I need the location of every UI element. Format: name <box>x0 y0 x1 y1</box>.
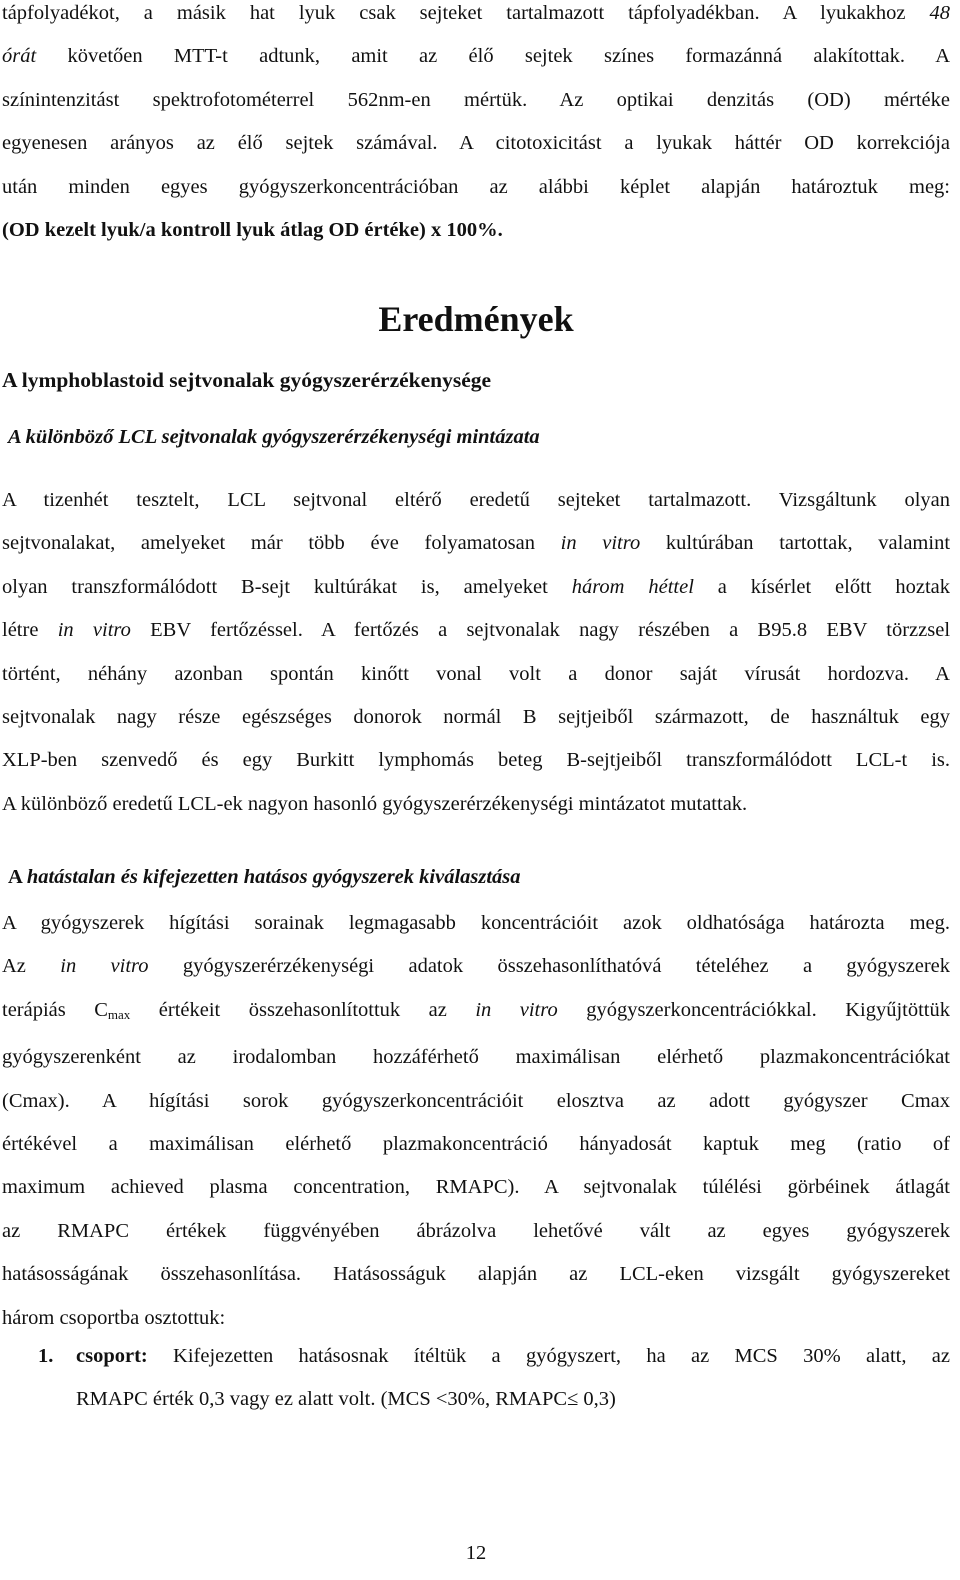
paragraph-drug-selection <box>2 902 950 1340</box>
text-line: színintenzitást spektrofotométerrel 562nm-en mértük. Az optikai denzitás (OD) mértéke <box>2 88 950 111</box>
list-item-number: 1. <box>38 1345 54 1367</box>
section-title: Eredmények <box>378 299 574 339</box>
text-line: (Cmax). A hígítási sorok gyógyszerkoncentrációit elosztva az adott gyógyszer Cmax <box>2 1089 950 1112</box>
page-number: 12 <box>465 1542 487 1564</box>
text-line: sejtvonalakat, amelyeket már több éve folyamatosan in vitro kultúrában tartottak, valamint <box>2 532 951 555</box>
text-line: az RMAPC értékek függvényében ábrázolva lehetővé vált az egyes gyógyszerek <box>2 1219 950 1242</box>
text-line: tápfolyadékot, a másik hat lyuk csak sejteket tartalmazott tápfolyadékban. A lyukakhoz 48 <box>2 2 950 24</box>
text-line: három csoportba osztottuk: <box>2 1306 226 1329</box>
text-line: egyenesen arányos az élő sejtek számával. A citotoxicitást a lyukak háttér OD korrekciója <box>2 132 950 155</box>
text-line: órát követően MTT-t adtunk, amit az élő sejtek színes formazánná alakítottak. A <box>2 45 950 68</box>
text-line: csoport: Kifejezetten hatásosnak ítéltük a gyógyszert, ha az MCS 30% alatt, az <box>76 1345 950 1367</box>
text-line: A tizenhét tesztelt, LCL sejtvonal eltérő eredetű sejteket tartalmazott. Vizsgáltunk olyan <box>2 489 950 511</box>
text-line: maximum achieved plasma concentration, RMAPC). A sejtvonalak túlélési görbéinek átlagát <box>2 1176 950 1199</box>
subsubsection-title: A hatástalan és kifejezetten hatásos gyógyszerek kiválasztása <box>8 866 521 888</box>
text-line: sejtvonalak nagy része egészséges donorok normál B sejtjeiből származott, de használtuk egy <box>2 706 950 729</box>
subsubsection-title: A különböző LCL sejtvonalak gyógyszerérzékenységi mintázata <box>8 426 540 448</box>
text-line: hatásosságának összehasonlítása. Hatásosságuk alapján az LCL-eken vizsgált gyógyszereket <box>2 1263 950 1286</box>
text-line: történt, néhány azonban spontán kinőtt vonal volt a donor saját vírusát hordozva. A <box>2 662 950 685</box>
text-line: létre in vitro EBV fertőzéssel. A fertőzés a sejtvonalak nagy részében a B95.8 EBV törzzsel <box>2 619 951 642</box>
text-line: értékével a maximálisan elérhető plazmakoncentráció hányadosát kaptuk meg (ratio of <box>2 1133 950 1156</box>
list-item <box>76 1335 950 1422</box>
text-line: terápiás $C_{max}$ értékeit összehasonlítottuk az in vitro gyógyszerkoncentrációkkal. Kigyűjtöttük <box>2 998 950 1022</box>
formula-line: (OD kezelt lyuk/a kontroll lyuk átlag OD értéke) x 100%. <box>2 219 503 242</box>
text-line: A gyógyszerek hígítási sorainak legmagasabb koncentrációit azok oldhatósága határozta meg. <box>2 912 950 934</box>
text-line: Az in vitro gyógyszerérzékenységi adatok összehasonlíthatóvá tételéhez a gyógyszerek <box>2 955 951 978</box>
text-line: gyógyszerenként az irodalomban hozzáférhető maximálisan elérhető plazmakoncentrációkat <box>2 1046 950 1069</box>
subsection-title: A lymphoblastoid sejtvonalak gyógyszerérzékenysége <box>2 368 492 392</box>
text-line: A különböző eredetű LCL-ek nagyon hasonló gyógyszerérzékenységi mintázatot mutattak. <box>2 792 748 815</box>
text-line: után minden egyes gyógyszerkoncentrációban az alábbi képlet alapján határoztuk meg: <box>2 175 950 198</box>
text-line: RMAPC érték 0,3 vagy ez alatt volt. (MCS <30%, RMAPC≤ 0,3) <box>76 1388 616 1411</box>
intro-paragraph <box>2 0 950 252</box>
paragraph-lcl-lines <box>2 479 950 826</box>
numbered-list <box>38 1335 950 1422</box>
text-line: XLP-ben szenvedő és egy Burkitt lymphomás beteg B-sejtjeiből transzformálódott LCL-t is. <box>2 749 950 772</box>
text-line: olyan transzformálódott B-sejt kultúrákat is, amelyeket három héttel a kísérlet előtt hoztak <box>2 575 950 598</box>
